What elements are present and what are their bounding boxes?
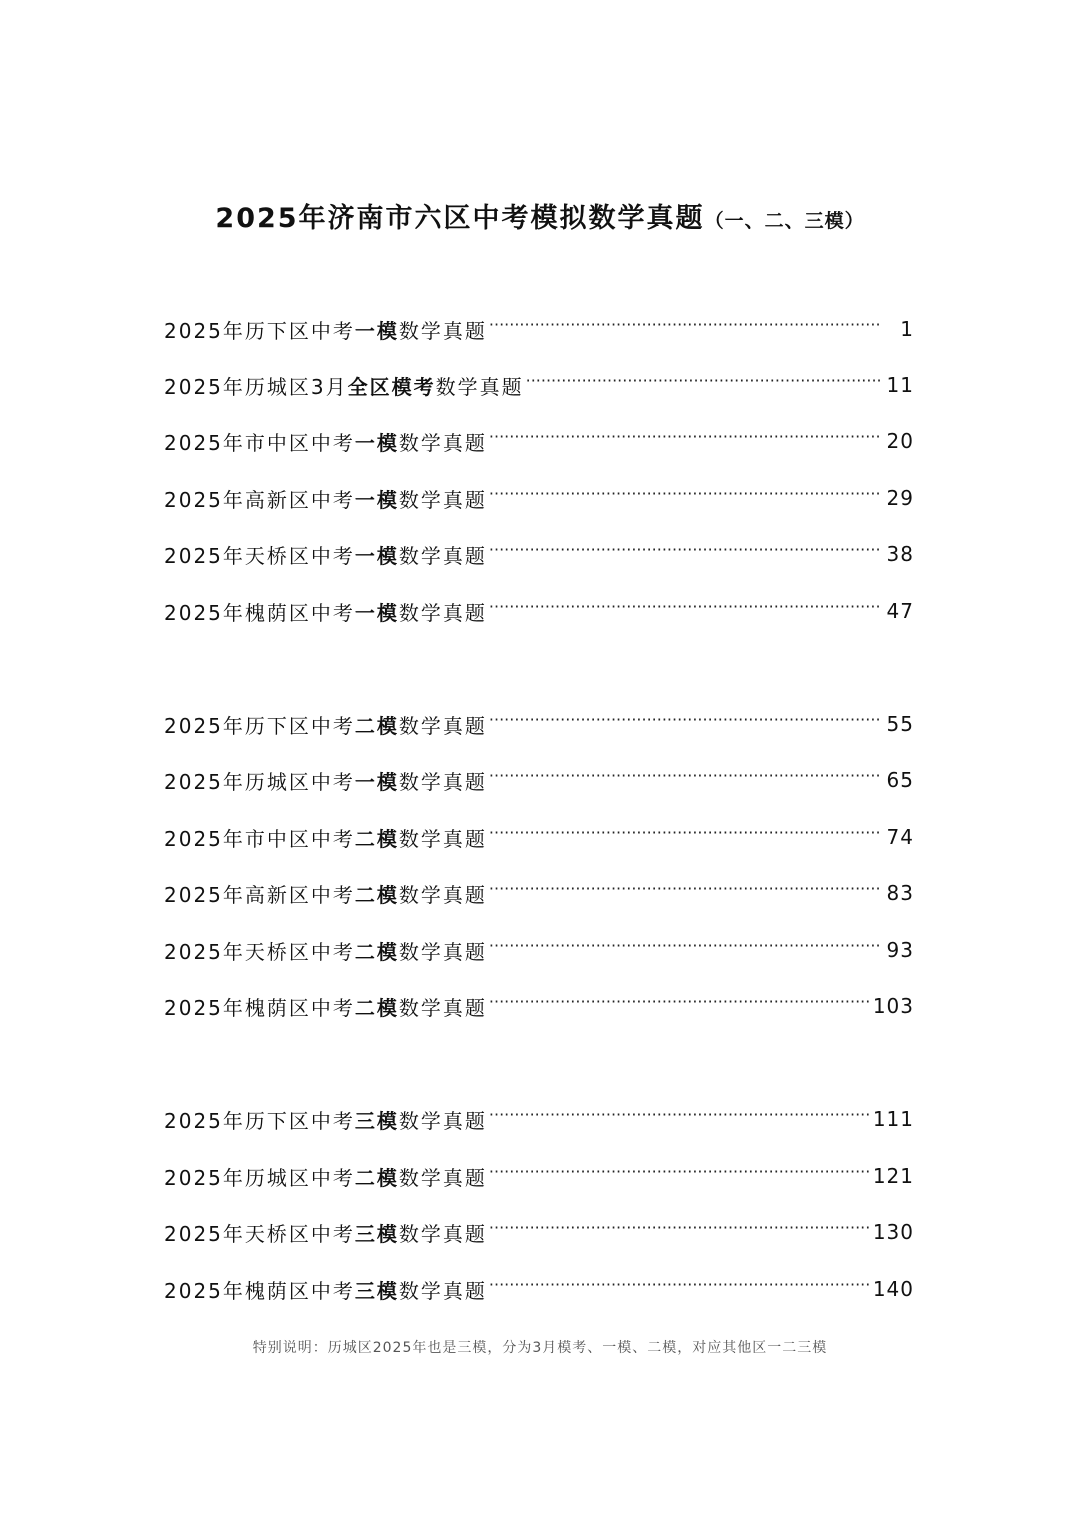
page-title-main: 2025年济南市六区中考模拟数学真题	[215, 203, 705, 234]
toc-entry-label: 2025年历城区中考一模数学真题	[164, 769, 487, 794]
toc-entry[interactable]	[164, 708, 914, 740]
toc-entry-page: 103	[872, 994, 914, 1018]
toc-entry-page: 11	[886, 373, 914, 397]
toc-entry[interactable]	[164, 990, 914, 1022]
toc-leader-dots	[489, 1279, 871, 1299]
toc-entry[interactable]	[164, 538, 914, 570]
toc-entry[interactable]	[164, 764, 914, 796]
toc-entry-label: 2025年槐荫区中考二模数学真题	[164, 995, 487, 1020]
toc-entry-label: 2025年高新区中考一模数学真题	[164, 487, 487, 512]
toc-entry[interactable]	[164, 369, 914, 401]
toc-entry-page: 38	[886, 542, 914, 566]
toc-leader-dots	[489, 996, 871, 1016]
toc-entry-page: 111	[872, 1107, 914, 1131]
toc-entry[interactable]	[164, 313, 914, 345]
toc-entry-label: 2025年天桥区中考三模数学真题	[164, 1221, 487, 1246]
toc-entry-label: 2025年槐荫区中考一模数学真题	[164, 600, 487, 625]
toc-entry[interactable]	[164, 482, 914, 514]
toc-leader-dots	[489, 1109, 871, 1129]
toc-entry[interactable]	[164, 425, 914, 457]
toc-entry-page: 29	[886, 486, 914, 510]
toc-entry-label: 2025年历下区中考三模数学真题	[164, 1108, 487, 1133]
toc-entry-label: 2025年市中区中考二模数学真题	[164, 826, 487, 851]
page-title	[0, 196, 1080, 235]
toc-entry-label: 2025年槐荫区中考三模数学真题	[164, 1278, 487, 1303]
toc-entry[interactable]	[164, 1216, 914, 1248]
toc-entry-page: 83	[886, 881, 914, 905]
toc-entry-page: 20	[886, 429, 914, 453]
toc-entry-label: 2025年高新区中考二模数学真题	[164, 882, 487, 907]
toc-entry-page: 74	[886, 825, 914, 849]
toc-entry-label: 2025年天桥区中考一模数学真题	[164, 543, 487, 568]
toc-entry[interactable]	[164, 821, 914, 853]
toc-leader-dots	[489, 827, 882, 847]
toc-entry[interactable]	[164, 1160, 914, 1192]
toc-entry-label: 2025年天桥区中考二模数学真题	[164, 939, 487, 964]
toc-entry-label: 2025年历城区中考二模数学真题	[164, 1165, 487, 1190]
toc-leader-dots	[489, 770, 882, 790]
page-title-suffix: （一、二、三模）	[704, 210, 865, 232]
toc-leader-dots	[489, 488, 882, 508]
toc-entry-page: 55	[886, 712, 914, 736]
toc-leader-dots	[489, 1222, 871, 1242]
toc-entry-label: 2025年历城区3月全区模考数学真题	[164, 374, 524, 399]
toc-entry-page: 121	[872, 1164, 914, 1188]
toc-leader-dots	[489, 431, 882, 451]
toc-entry-page: 65	[886, 768, 914, 792]
toc-leader-dots	[489, 601, 882, 621]
footnote: 特别说明：历城区2025年也是三模，分为3月模考、一模、二模，对应其他区一二三模	[252, 1340, 828, 1356]
toc-entry-page: 1	[900, 317, 914, 341]
toc-entry[interactable]	[164, 877, 914, 909]
toc-leader-dots	[489, 940, 882, 960]
toc-leader-dots	[526, 375, 882, 395]
toc-entry-label: 2025年市中区中考一模数学真题	[164, 430, 487, 455]
toc-entry[interactable]	[164, 1273, 914, 1305]
toc-leader-dots	[489, 714, 882, 734]
toc-entry-page: 140	[872, 1277, 914, 1301]
toc-entry-label: 2025年历下区中考二模数学真题	[164, 713, 487, 738]
toc-entry-label: 2025年历下区中考一模数学真题	[164, 318, 487, 343]
toc-entry[interactable]	[164, 595, 914, 627]
toc-leader-dots	[489, 883, 882, 903]
toc-entry[interactable]	[164, 934, 914, 966]
toc-entry[interactable]	[164, 1103, 914, 1135]
toc-leader-dots	[489, 1166, 871, 1186]
toc-leader-dots	[489, 319, 882, 339]
toc-leader-dots	[489, 544, 882, 564]
toc-entry-page: 93	[886, 938, 914, 962]
toc-entry-page: 47	[886, 599, 914, 623]
toc-entry-page: 130	[872, 1220, 914, 1244]
